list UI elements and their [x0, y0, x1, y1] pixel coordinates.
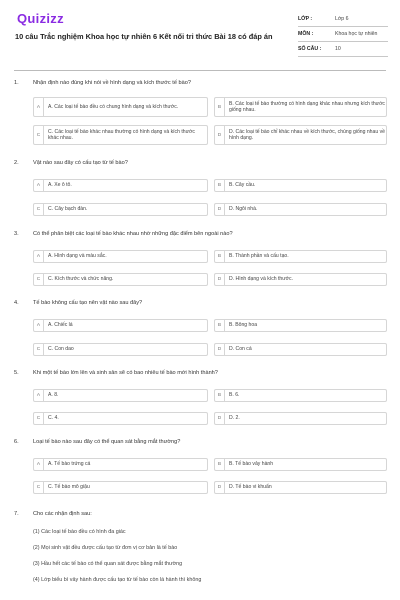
option-text: A. Tế bào trứng cá: [48, 461, 91, 468]
option-letter: D: [215, 413, 225, 424]
option-text: D. Hình dạng và kích thước.: [229, 276, 293, 283]
option-text: C. Con dao: [48, 346, 74, 353]
option-text: C. Tế bào mô giậu: [48, 484, 90, 491]
option-c[interactable]: [33, 273, 208, 286]
option-text: B. Cây cầu.: [229, 182, 256, 189]
option-b[interactable]: [214, 389, 387, 402]
question-text: Có thể phân biệt các loại tế bào khác nhau nhờ những đặc điểm bên ngoài nào?: [33, 231, 233, 237]
option-b[interactable]: [214, 319, 387, 332]
option-d[interactable]: [214, 343, 387, 356]
option-c[interactable]: [33, 412, 208, 425]
option-letter: B: [215, 98, 225, 116]
option-letter: C: [34, 344, 44, 355]
option-b[interactable]: [214, 97, 387, 117]
option-text: A. Các loại tế bào đều có chung hình dạng và kích thước.: [48, 103, 179, 110]
option-text: A. Xe ô tô.: [48, 182, 72, 189]
question-text: Vật nào sau đây có cấu tạo từ tế bào?: [33, 160, 128, 166]
option-c[interactable]: [33, 481, 208, 494]
option-d[interactable]: [214, 481, 387, 494]
option-letter: D: [215, 482, 225, 493]
option-letter: B: [215, 251, 225, 262]
option-d[interactable]: [214, 273, 387, 286]
question-text: Tế bào không cấu tạo nên vật nào sau đây?: [33, 300, 143, 306]
statement-4: (4) Lớp biểu bì vảy hành được cấu tạo từ tế bào còn lá hành thì không: [33, 577, 202, 583]
option-text: C. Các loại tế bào khác nhau thường có hình dạng và kích thước khác nhau.: [48, 128, 195, 141]
meta-value: Khoa học tự nhiên: [335, 31, 378, 37]
worksheet-header: [0, 0, 400, 70]
option-a[interactable]: [33, 389, 208, 402]
question-text: Loại tế bào nào sau đây có thể quan sát bằng mắt thường?: [33, 439, 181, 445]
option-text: D. Ngôi nhà.: [229, 206, 258, 213]
meta-label: MÔN :: [298, 31, 314, 37]
option-text: A. 8.: [48, 392, 59, 399]
question-text: Nhận định nào đúng khi nói về hình dạng và kích thước tế bào?: [33, 80, 191, 86]
option-letter: D: [215, 274, 225, 285]
meta-table: [298, 12, 388, 57]
option-d[interactable]: [214, 125, 387, 145]
option-letter: D: [215, 126, 225, 144]
option-c[interactable]: [33, 203, 208, 216]
option-b[interactable]: [214, 458, 387, 471]
option-b[interactable]: [214, 179, 387, 192]
option-text: C. Kích thước và chức năng.: [48, 276, 114, 283]
option-letter: A: [34, 459, 44, 470]
option-a[interactable]: [33, 250, 208, 263]
option-b[interactable]: [214, 250, 387, 263]
question-text: Khi một tế bào lớn lên và sinh sản sẽ có bao nhiêu tế bào mới hình thành?: [33, 370, 218, 376]
option-d[interactable]: [214, 412, 387, 425]
option-letter: B: [215, 180, 225, 191]
option-text: A. Hình dạng và màu sắc.: [48, 253, 107, 260]
question-number: 4.: [14, 300, 19, 306]
option-text: D. Tế bào vi khuẩn: [229, 484, 272, 491]
option-letter: C: [34, 413, 44, 424]
question-number: 2.: [14, 160, 19, 166]
meta-label: LỚP :: [298, 16, 313, 22]
option-letter: A: [34, 390, 44, 401]
question-number: 1.: [14, 80, 19, 86]
header-divider: [14, 70, 386, 71]
statement-1: (1) Các loại tế bào đều có hình đa giác: [33, 529, 126, 535]
option-text: B. Thành phần và cấu tạo.: [229, 253, 289, 260]
option-text: A. Chiếc lá: [48, 322, 73, 329]
meta-value: Lớp 6: [335, 16, 349, 22]
option-text: D. Các loại tế bào chỉ khác nhau về kích thước, chúng giống nhau về hình dạng.: [229, 128, 385, 141]
option-c[interactable]: [33, 125, 208, 145]
option-a[interactable]: [33, 458, 208, 471]
option-letter: A: [34, 251, 44, 262]
option-a[interactable]: [33, 319, 208, 332]
option-c[interactable]: [33, 343, 208, 356]
option-text: B. Các loại tế bào thường có hình dạng khác nhau nhưng kích thước giống nhau.: [229, 100, 385, 113]
option-letter: C: [34, 274, 44, 285]
question-number: 6.: [14, 439, 19, 445]
option-letter: A: [34, 180, 44, 191]
meta-label: SỐ CÂU :: [298, 46, 322, 52]
meta-row-count: [298, 42, 388, 57]
meta-row-grade: [298, 12, 388, 27]
option-letter: B: [215, 390, 225, 401]
question-number: 7.: [14, 511, 19, 517]
option-text: B. 6.: [229, 392, 240, 399]
option-letter: C: [34, 126, 44, 144]
statement-2: (2) Mọi sinh vật đều được cấu tạo từ đơn vị cơ bản là tế bào: [33, 545, 178, 551]
option-a[interactable]: [33, 97, 208, 117]
option-a[interactable]: [33, 179, 208, 192]
option-text: D. Con cá: [229, 346, 252, 353]
option-text: B. Bông hoa: [229, 322, 258, 329]
question-number: 5.: [14, 370, 19, 376]
option-letter: A: [34, 98, 44, 116]
option-letter: C: [34, 204, 44, 215]
meta-row-subject: [298, 27, 388, 42]
option-letter: D: [215, 204, 225, 215]
question-text: Cho các nhận định sau:: [33, 511, 92, 517]
option-letter: D: [215, 344, 225, 355]
option-letter: B: [215, 459, 225, 470]
quizizz-logo: Quizizz: [17, 11, 64, 26]
meta-value: 10: [335, 46, 341, 52]
option-text: C. 4.: [48, 415, 59, 422]
option-text: D. 2.: [229, 415, 240, 422]
statement-3: (3) Hầu hết các tế bào có thể quan sát được bằng mắt thường: [33, 561, 183, 567]
option-text: C. Cây bạch đàn.: [48, 206, 88, 213]
option-text: B. Tế bào vảy hành: [229, 461, 274, 468]
option-letter: C: [34, 482, 44, 493]
question-number: 3.: [14, 231, 19, 237]
worksheet-title: 10 câu Trắc nghiệm Khoa học tự nhiên 6 Kết nối tri thức Bài 18 có đáp án: [15, 32, 273, 41]
option-letter: B: [215, 320, 225, 331]
option-letter: A: [34, 320, 44, 331]
option-d[interactable]: [214, 203, 387, 216]
